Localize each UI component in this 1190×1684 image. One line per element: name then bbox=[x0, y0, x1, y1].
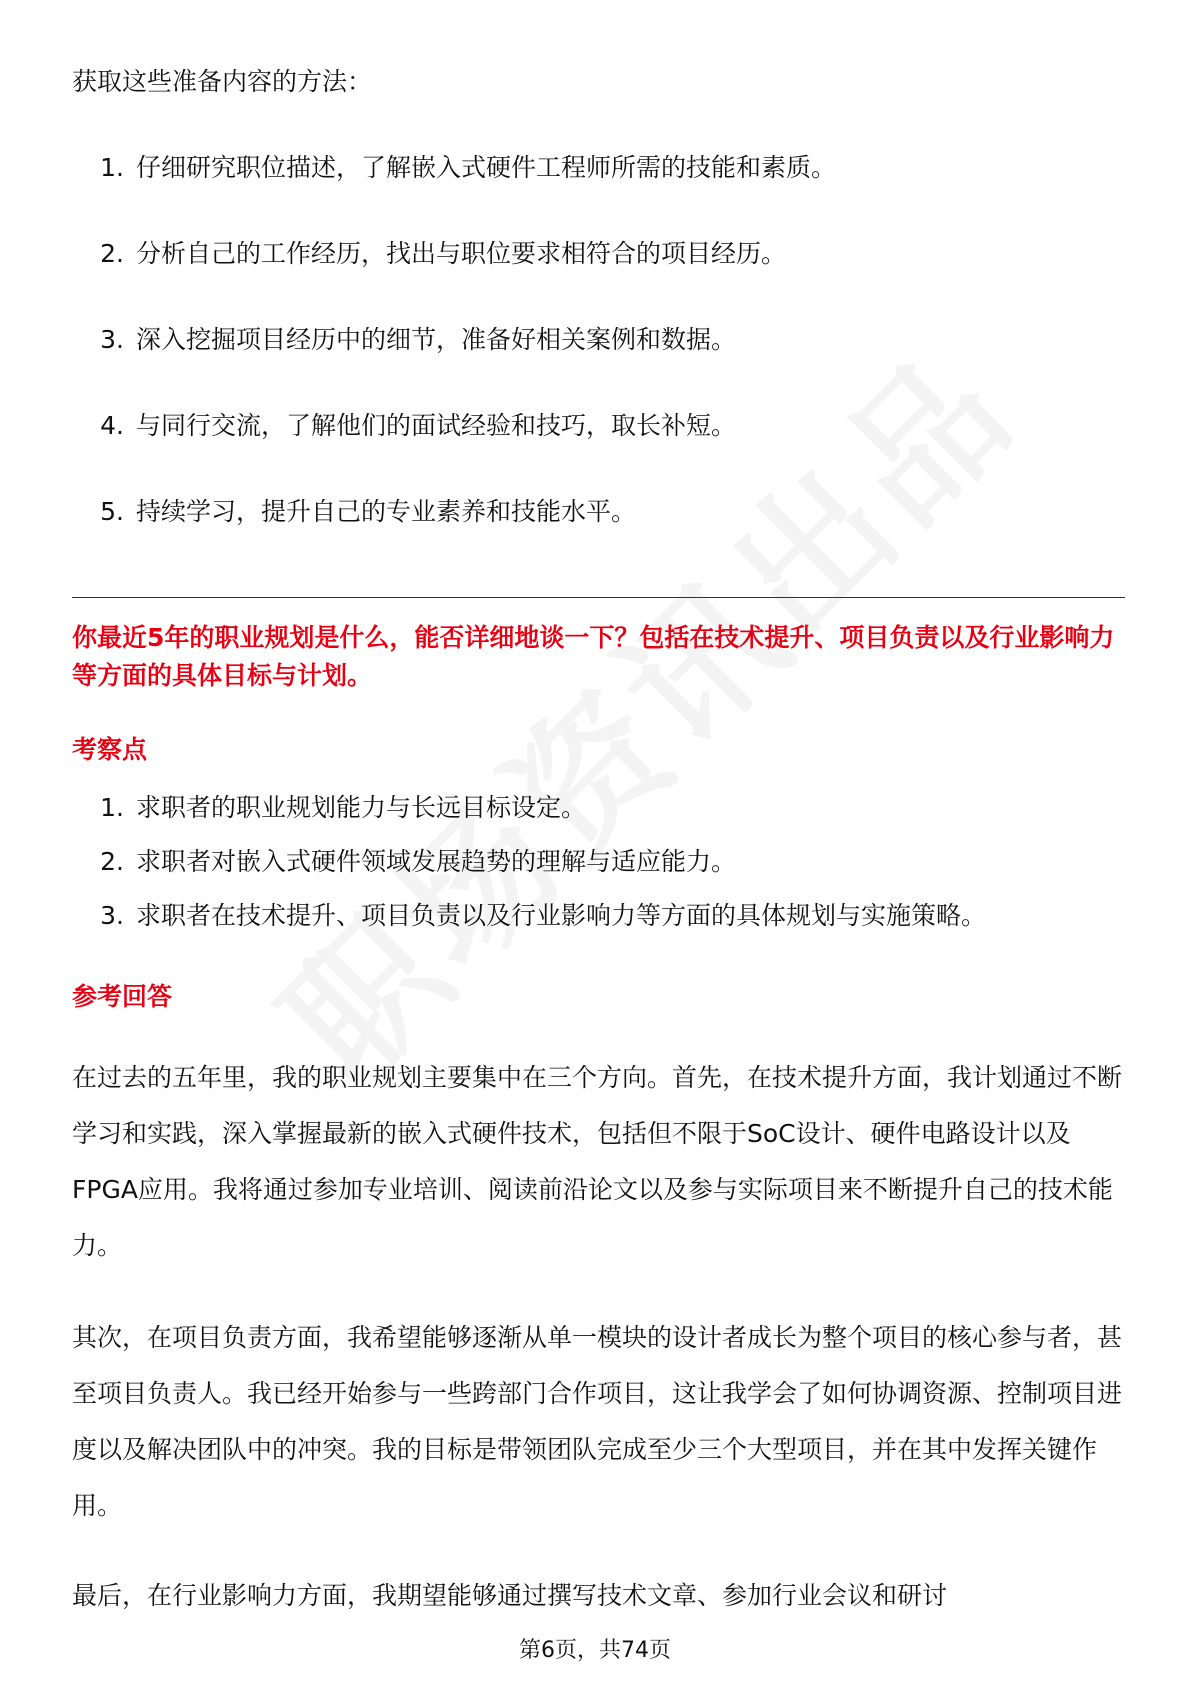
list-item bbox=[72, 322, 836, 408]
list-number: 4. bbox=[100, 411, 124, 440]
list-item bbox=[72, 494, 836, 580]
method-list bbox=[72, 150, 836, 580]
list-text: 求职者的职业规划能力与长远目标设定。 bbox=[136, 793, 587, 822]
list-text: 深入挖掘项目经历中的细节，准备好相关案例和数据。 bbox=[136, 325, 737, 354]
focus-list bbox=[72, 790, 986, 952]
answer-paragraph: 在过去的五年里，我的职业规划主要集中在三个方向。首先，在技术提升方面，我计划通过不断学习和实践，深入掌握最新的嵌入式硬件技术，包括但不限于SoC设计、硬件电路设计以及FPGA应用。我将通过参加专业培训、阅读前沿论文以及参与实际项目来不断提升自己的技术能力。 bbox=[72, 1063, 1123, 1260]
list-item bbox=[72, 844, 986, 898]
list-text: 求职者在技术提升、项目负责以及行业影响力等方面的具体规划与实施策略。 bbox=[136, 901, 987, 930]
focus-heading: 考察点 bbox=[72, 735, 148, 764]
list-number: 2. bbox=[100, 239, 124, 268]
list-item bbox=[72, 408, 836, 494]
question-heading: 你最近5年的职业规划是什么，能否详细地谈一下？包括在技术提升、项目负责以及行业影响力等方面的具体目标与计划。 bbox=[72, 623, 1115, 690]
list-number: 1. bbox=[100, 793, 124, 822]
answer-heading: 参考回答 bbox=[72, 982, 173, 1011]
list-number: 2. bbox=[100, 847, 124, 876]
answer-paragraph: 最后，在行业影响力方面，我期望能够通过撰写技术文章、参加行业会议和研讨 bbox=[72, 1581, 948, 1610]
list-item bbox=[72, 236, 836, 322]
answer-paragraph: 其次，在项目负责方面，我希望能够逐渐从单一模块的设计者成长为整个项目的核心参与者，甚至项目负责人。我已经开始参与一些跨部门合作项目，这让我学会了如何协调资源、控制项目进度以及解决团队中的冲突。我的目标是带领团队完成至少三个大型项目，并在其中发挥关键作用。 bbox=[72, 1323, 1123, 1520]
list-text: 分析自己的工作经历，找出与职位要求相符合的项目经历。 bbox=[136, 239, 787, 268]
list-item bbox=[72, 790, 986, 844]
list-number: 5. bbox=[100, 497, 124, 526]
list-number: 3. bbox=[100, 901, 124, 930]
list-number: 3. bbox=[100, 325, 124, 354]
list-text: 持续学习，提升自己的专业素养和技能水平。 bbox=[136, 497, 637, 526]
list-number: 1. bbox=[100, 153, 124, 182]
list-text: 仔细研究职位描述，了解嵌入式硬件工程师所需的技能和素质。 bbox=[136, 153, 837, 182]
page-footer: 第6页，共74页 bbox=[519, 1638, 671, 1663]
list-item bbox=[72, 150, 836, 236]
list-text: 与同行交流，了解他们的面试经验和技巧，取长补短。 bbox=[136, 411, 737, 440]
list-text: 求职者对嵌入式硬件领域发展趋势的理解与适应能力。 bbox=[136, 847, 737, 876]
section-divider bbox=[72, 597, 1125, 598]
list-item bbox=[72, 898, 986, 952]
intro-text: 获取这些准备内容的方法： bbox=[72, 67, 373, 96]
